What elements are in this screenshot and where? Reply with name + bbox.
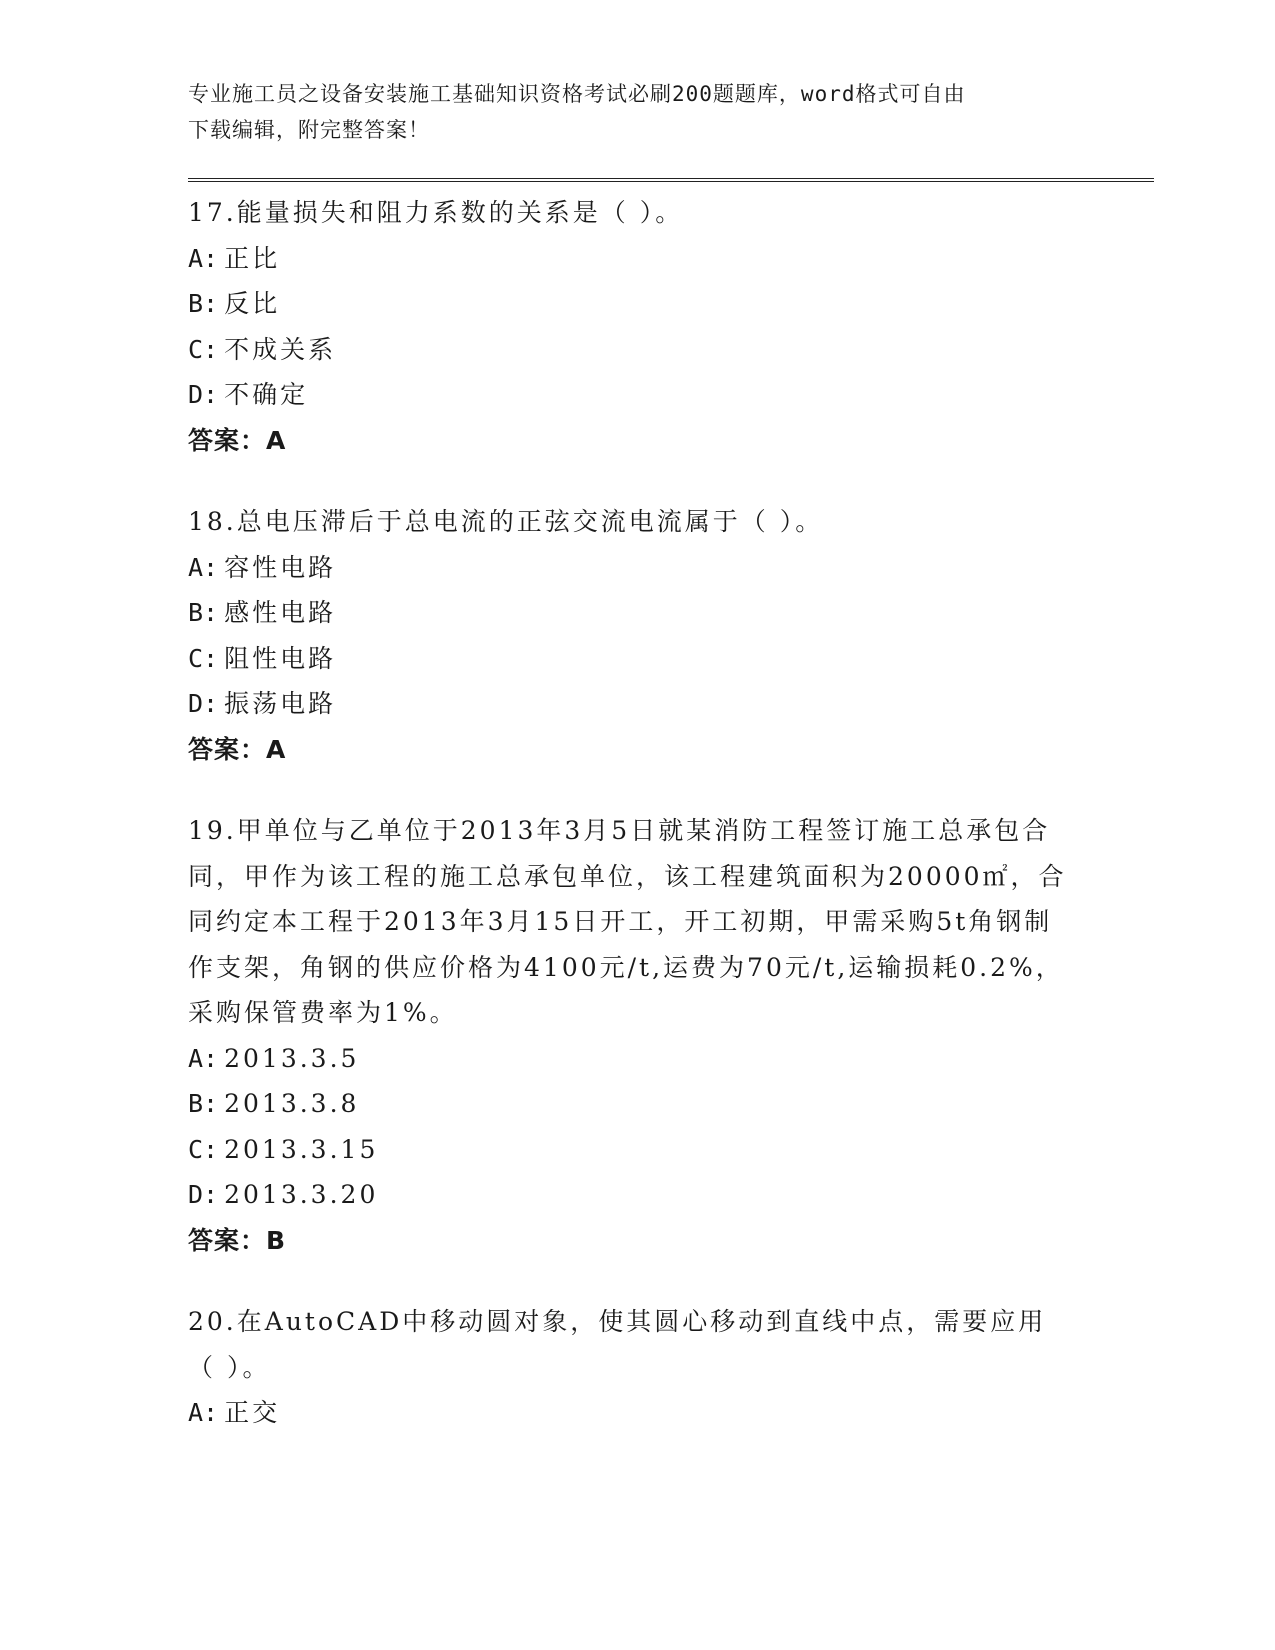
option-key: A:	[188, 1398, 219, 1427]
question-19	[188, 808, 1068, 1263]
option-a	[188, 545, 1068, 591]
option-text: 2013.3.5	[224, 1043, 360, 1073]
question-20	[188, 1299, 1068, 1436]
header-line-1: 专业施工员之设备安装施工基础知识资格考试必刷200题题库，word格式可自由	[188, 82, 966, 106]
option-key: D:	[188, 689, 219, 718]
option-d	[188, 681, 1068, 727]
option-a	[188, 1036, 1068, 1082]
question-list	[188, 190, 1068, 1472]
option-c	[188, 1127, 1068, 1173]
answer-label: 答案：B	[188, 1225, 287, 1255]
question-text: 18.总电压滞后于总电流的正弦交流电流属于（ ）。	[188, 507, 824, 536]
option-text: 正交	[224, 1398, 281, 1427]
option-key: C:	[188, 334, 219, 364]
option-key: D:	[188, 1180, 219, 1209]
question-text: 20.在AutoCAD中移动圆对象，使其圆心移动到直线中点，需要应用（ ）。	[188, 1307, 1047, 1382]
option-c	[188, 636, 1068, 682]
option-d	[188, 372, 1068, 418]
option-d	[188, 1172, 1068, 1218]
option-c	[188, 327, 1068, 373]
answer-label: 答案：A	[188, 425, 287, 455]
question-18	[188, 499, 1068, 772]
option-text: 感性电路	[224, 598, 337, 627]
option-text: 正比	[224, 243, 281, 273]
option-text: 2013.3.20	[224, 1180, 379, 1209]
option-key: A:	[188, 243, 219, 273]
option-key: C:	[188, 1134, 219, 1164]
option-a	[188, 1390, 1068, 1436]
option-key: D:	[188, 380, 219, 409]
question-text: 17.能量损失和阻力系数的关系是（ ）。	[188, 198, 684, 227]
option-key: C:	[188, 643, 219, 673]
option-text: 振荡电路	[224, 689, 337, 718]
header-divider	[188, 178, 1154, 182]
option-key: B:	[188, 289, 219, 318]
option-text: 容性电路	[224, 552, 337, 582]
option-key: A:	[188, 552, 219, 582]
option-key: B:	[188, 598, 219, 627]
option-key: B:	[188, 1089, 219, 1118]
option-b	[188, 1081, 1068, 1127]
option-b	[188, 590, 1068, 636]
option-text: 2013.3.15	[224, 1134, 379, 1164]
option-text: 反比	[224, 289, 281, 318]
document-header	[188, 76, 1068, 148]
option-a	[188, 236, 1068, 282]
option-text: 不确定	[224, 380, 309, 409]
option-text: 不成关系	[224, 334, 337, 364]
question-text: 19.甲单位与乙单位于2013年3月5日就某消防工程签订施工总承包合同，甲作为该工程的施工总承包单位，该工程建筑面积为20000㎡，合同约定本工程于2013年3月15日开工，开工初期，甲需采购5t角钢制作支架，角钢的供应价格为4100元/t,运费为70元/t,运输损耗0.2%，采购保管费率为1%。	[188, 816, 1067, 1027]
option-text: 阻性电路	[224, 643, 337, 673]
answer-label: 答案：A	[188, 734, 287, 764]
option-key: A:	[188, 1043, 219, 1073]
header-line-2: 下载编辑，附完整答案！	[188, 118, 430, 142]
option-text: 2013.3.8	[224, 1089, 360, 1118]
question-17	[188, 190, 1068, 463]
option-b	[188, 281, 1068, 327]
